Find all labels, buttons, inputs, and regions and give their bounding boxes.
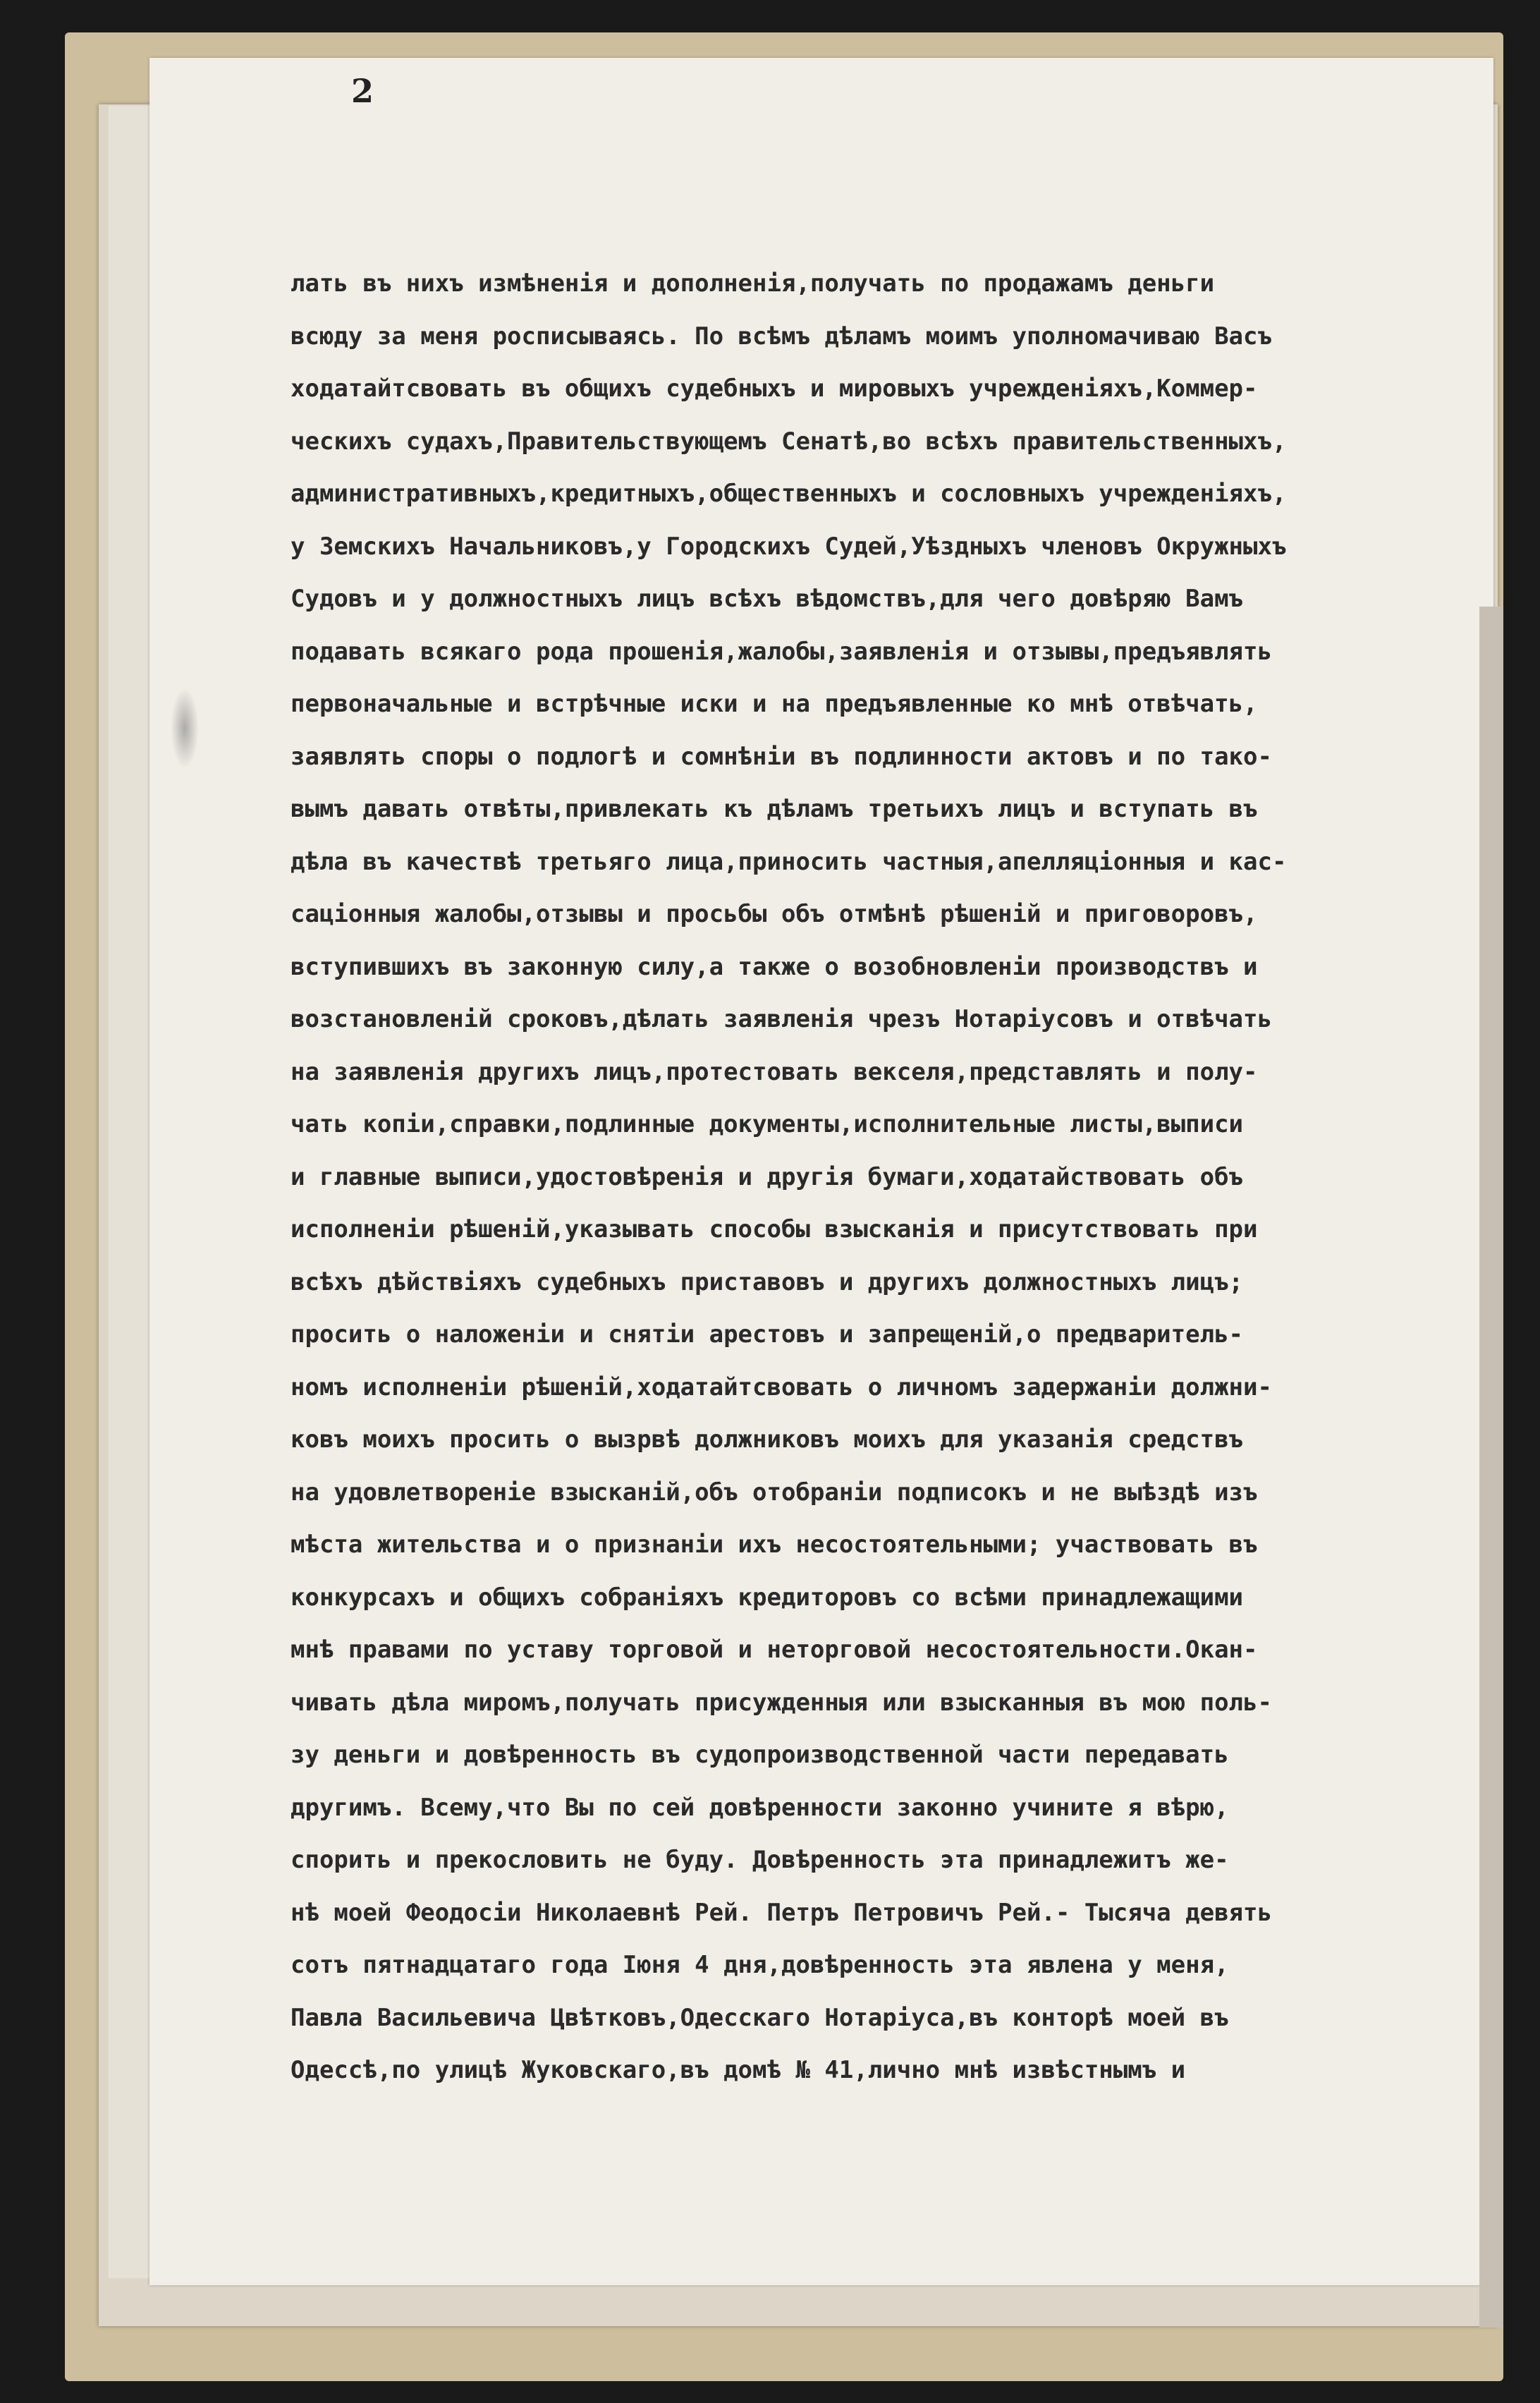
text-line: административныхъ,кредитныхъ,общественныхъ и сословныхъ учрежденіяхъ,	[291, 480, 1287, 508]
text-line: подавать всякаго рода прошенія,жалобы,заявленія и отзывы,предъявлять	[291, 637, 1272, 666]
text-line: всюду за меня росписываясь. По всѣмъ дѣламъ моимъ уполномачиваю Васъ	[291, 322, 1272, 351]
text-line: Одессѣ,по улицѣ Жуковскаго,въ домѣ № 41,лично мнѣ извѣстнымъ и	[291, 2056, 1186, 2084]
text-line: ковъ моихъ просить о вызрвѣ должниковъ моихъ для указанія средствъ	[291, 1425, 1244, 1454]
text-line: зу деньги и довѣренность въ судопроизводственной части передавать	[291, 1741, 1229, 1769]
text-line: номъ исполненіи рѣшеній,ходатайтсвовать о личномъ задержаніи должни-	[291, 1373, 1272, 1401]
text-line: Судовъ и у должностныхъ лицъ всѣхъ вѣдомствъ,для чего довѣряю Вамъ	[291, 585, 1244, 613]
text-line: другимъ. Всему,что Вы по сей довѣренности законно учините я вѣрю,	[291, 1793, 1229, 1822]
text-line: вымъ давать отвѣты,привлекать къ дѣламъ третьихъ лицъ и вступать въ	[291, 795, 1258, 823]
text-line: на удовлетвореніе взысканій,объ отобраніи подписокъ и не выѣздѣ изъ	[291, 1478, 1258, 1507]
text-line: просить о наложеніи и снятіи арестовъ и запрещеній,о предваритель-	[291, 1320, 1244, 1349]
text-line: чать копіи,справки,подлинные документы,исполнительные листы,выписи	[291, 1110, 1244, 1138]
text-line: ходатайтсвовать въ общихъ судебныхъ и мировыхъ учрежденіяхъ,Коммер-	[291, 375, 1258, 403]
text-line: конкурсахъ и общихъ собраніяхъ кредиторовъ со всѣми принадлежащими	[291, 1583, 1244, 1612]
typewritten-text	[291, 257, 1489, 2097]
text-line: на заявленія другихъ лицъ,протестовать векселя,представлять и полу-	[291, 1057, 1258, 1086]
text-line: и главные выписи,удостовѣренія и другія бумаги,ходатайствовать объ	[291, 1162, 1244, 1191]
text-line: лать въ нихъ измѣненія и дополненія,получать по продажамъ деньги	[291, 269, 1215, 298]
text-line: мѣста жительства и о признаніи ихъ несостоятельными; участвовать въ	[291, 1531, 1258, 1559]
text-line: сотъ пятнадцатаго года Іюня 4 дня,довѣренность эта явлена у меня,	[291, 1951, 1229, 1979]
text-line: возстановленій сроковъ,дѣлать заявленія чрезъ Нотаріусовъ и отвѣчать	[291, 1005, 1272, 1033]
text-line: всѣхъ дѣйствіяхъ судебныхъ приставовъ и другихъ должностныхъ лицъ;	[291, 1267, 1244, 1296]
text-line: дѣла въ качествѣ третьяго лица,приносить частныя,апелляціонныя и кас-	[291, 847, 1287, 876]
text-line: первоначальные и встрѣчные иски и на предъявленные ко мнѣ отвѣчать,	[291, 690, 1258, 718]
text-line: ческихъ судахъ,Правительствующемъ Сенатѣ,во всѣхъ правительственныхъ,	[291, 427, 1287, 456]
page-number: 2	[351, 72, 374, 110]
text-line: у Земскихъ Начальниковъ,у Городскихъ Судей,Уѣздныхъ членовъ Окружныхъ	[291, 532, 1287, 561]
text-line: чивать дѣла миромъ,получать присужденныя или взысканныя въ мою поль-	[291, 1688, 1272, 1717]
text-line: Павла Васильевича Цвѣтковъ,Одесскаго Нотаріуса,въ конторѣ моей въ	[291, 2003, 1229, 2032]
text-line: исполненіи рѣшеній,указывать способы взысканія и присутствовать при	[291, 1215, 1258, 1243]
text-line: саціонныя жалобы,отзывы и просьбы объ отмѣнѣ рѣшеній и приговоровъ,	[291, 900, 1258, 928]
text-line: нѣ моей Феодосіи Николаевнѣ Рей. Петръ Петровичъ Рей.- Тысяча девять	[291, 1898, 1272, 1927]
text-line: заявлять споры о подлогѣ и сомнѣніи въ подлинности актовъ и по тако-	[291, 742, 1272, 771]
text-line: мнѣ правами по уставу торговой и неторговой несостоятельности.Окан-	[291, 1636, 1258, 1664]
text-line: вступившихъ въ законную силу,а также о возобновленіи производствъ и	[291, 952, 1258, 981]
ink-smudge	[171, 688, 199, 769]
text-line: спорить и прекословить не буду. Довѣренность эта принадлежитъ же-	[291, 1846, 1229, 1874]
